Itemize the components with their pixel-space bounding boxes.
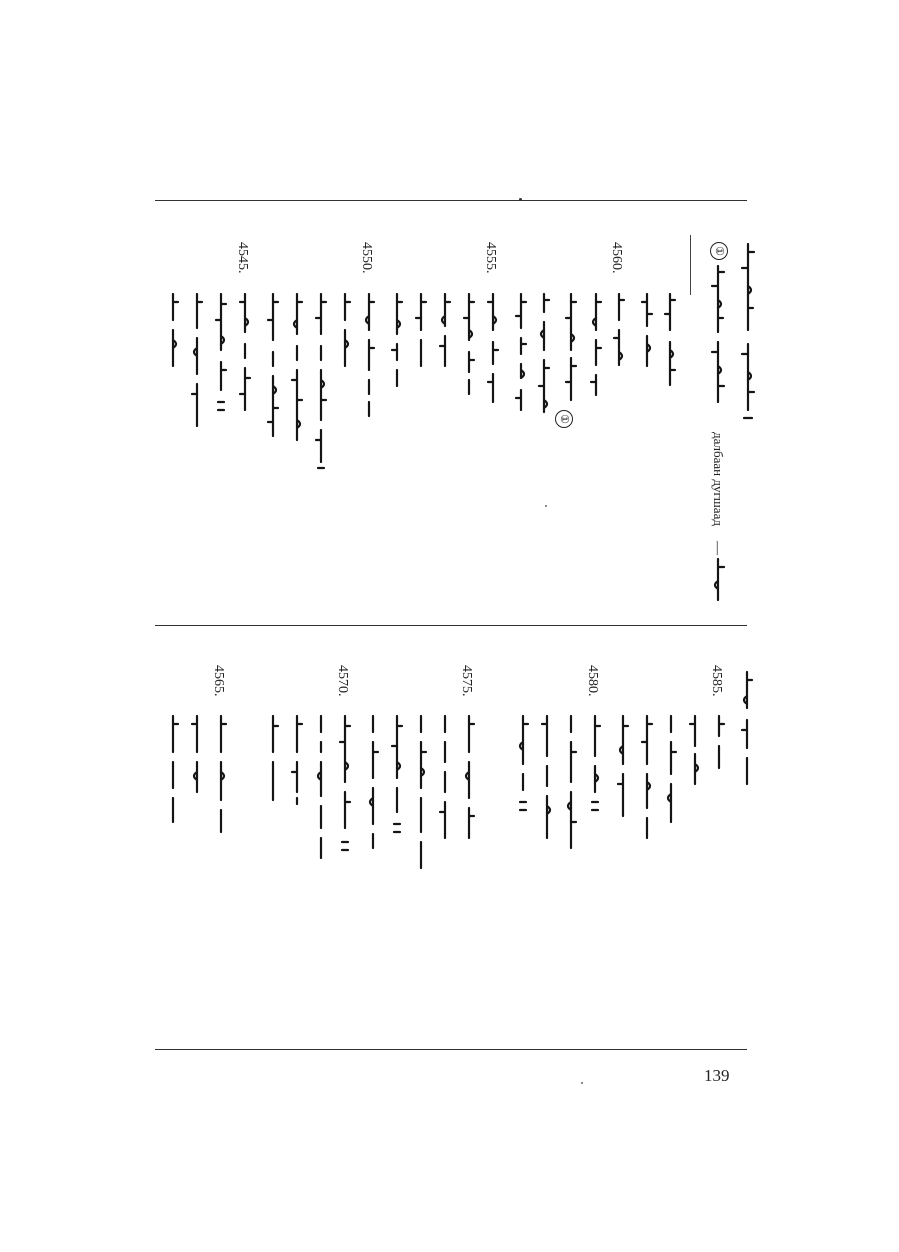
line-number: 4585. (709, 665, 724, 697)
rule-mark (519, 198, 522, 201)
bottom-rule (155, 1049, 747, 1050)
verse-line (434, 290, 456, 370)
mongolian-script-block (706, 262, 730, 412)
verse-line (210, 290, 232, 420)
verse-line (210, 712, 232, 837)
footnote-cyrillic: далбаан дугшаад (711, 432, 726, 526)
page-number: 139 (704, 1066, 730, 1085)
verse-line (262, 290, 284, 440)
verse-line (612, 712, 634, 822)
verse-line (608, 290, 630, 370)
footnote-separator (690, 235, 691, 295)
verse-line (410, 290, 432, 370)
verse-line (186, 712, 208, 832)
verse-line (310, 290, 332, 475)
verse-line (286, 712, 308, 807)
verse-line (410, 712, 432, 872)
verse-line (186, 290, 208, 430)
verse-line (659, 290, 681, 390)
verse-line (560, 290, 582, 405)
verse-line (386, 290, 408, 390)
verse-line (286, 290, 308, 445)
line-number: 4565. (211, 665, 226, 697)
verse-line (262, 712, 284, 807)
line-number: 4550. (359, 242, 374, 274)
verse-line (708, 712, 730, 772)
verse-line (585, 290, 607, 400)
mongolian-heading (736, 240, 760, 425)
verse-line (358, 290, 380, 420)
line-number: 4545. (235, 242, 250, 274)
verse-line (334, 712, 356, 872)
verse-line (560, 712, 582, 852)
verse-line (636, 712, 658, 842)
verse-line (458, 712, 480, 842)
verse-line (636, 290, 658, 370)
mongolian-script-block (706, 555, 730, 605)
verse-line (736, 668, 758, 788)
verse-line (386, 712, 408, 862)
verse-line (334, 290, 356, 370)
verse-line (162, 712, 184, 827)
line-number: 4555. (483, 242, 498, 274)
verse-line (362, 712, 384, 852)
footnote-dash: — (710, 541, 725, 555)
verse-line (234, 290, 256, 415)
verse-line (434, 712, 456, 842)
footnote-marker: ① (710, 242, 728, 260)
verse-line (162, 290, 184, 370)
line-number: 4560. (609, 242, 624, 274)
verse-line (482, 290, 504, 410)
line-number: 4575. (459, 665, 474, 697)
top-rule (155, 200, 747, 201)
line-number: 4570. (335, 665, 350, 697)
middle-rule (155, 625, 747, 626)
verse-line (536, 712, 558, 842)
verse-line (510, 290, 532, 425)
verse-line (533, 290, 555, 420)
speck (581, 1082, 583, 1084)
inline-footnote-marker: ① (555, 410, 573, 428)
verse-line (458, 290, 480, 400)
verse-line (512, 712, 534, 822)
verse-line (584, 712, 606, 812)
line-number: 4580. (585, 665, 600, 697)
verse-line (684, 712, 706, 787)
verse-line (660, 712, 682, 827)
speck (545, 505, 547, 507)
verse-line (310, 712, 332, 862)
